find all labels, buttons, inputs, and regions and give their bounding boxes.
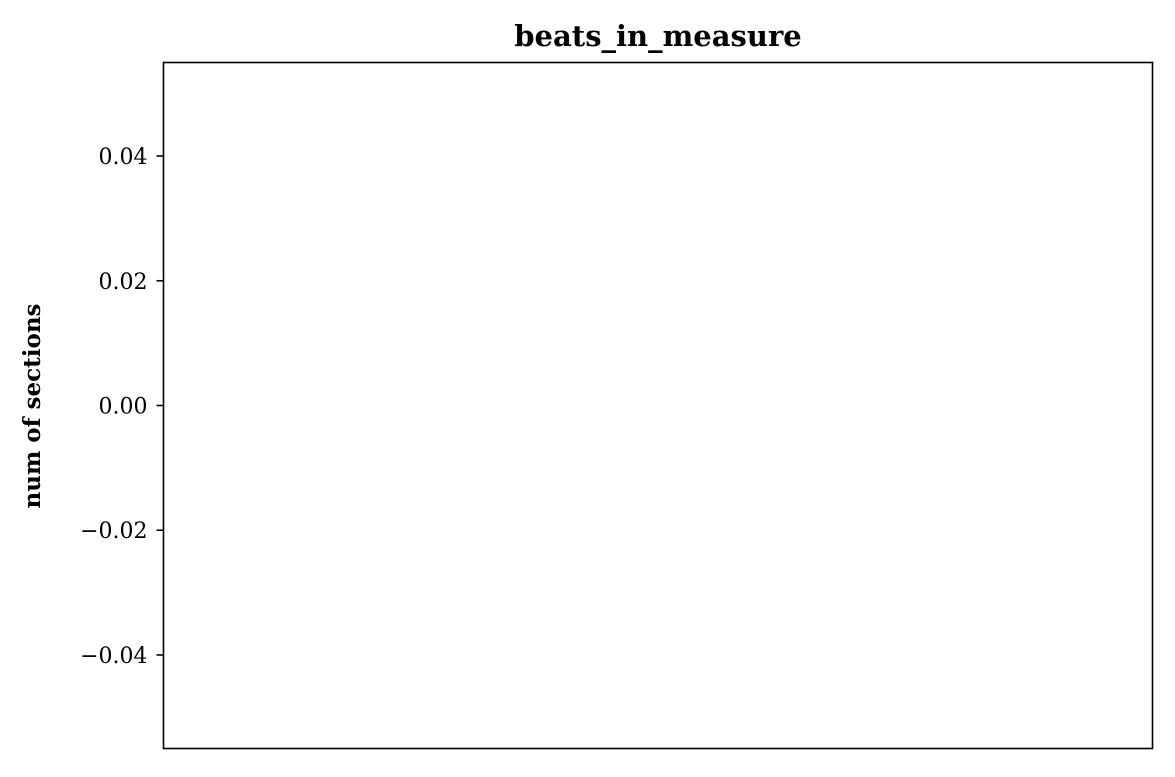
chart-title: beats_in_measure [514, 19, 802, 53]
y-tick-label: 0.00 [98, 394, 148, 420]
y-tick-label: 0.02 [98, 269, 148, 295]
y-tick-label: 0.04 [98, 145, 148, 171]
y-axis-label: num of sections [19, 303, 46, 509]
y-tick-label: −0.02 [80, 519, 148, 545]
y-tick-label: −0.04 [80, 643, 148, 669]
